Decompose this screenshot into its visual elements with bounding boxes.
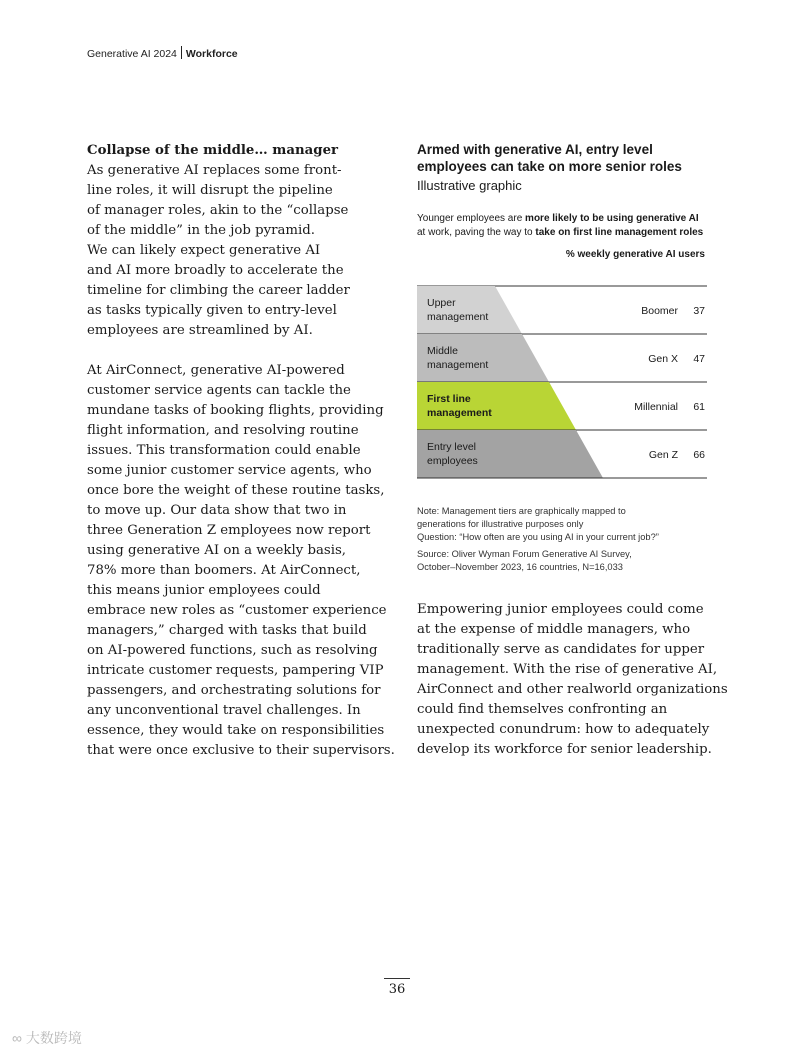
section-title: Workforce: [185, 48, 238, 60]
text-line: of manager roles, akin to the “collapse: [87, 203, 349, 218]
pyramid-tier: [417, 286, 522, 334]
text-line: timeline for climbing the career ladder: [87, 283, 350, 298]
chart-subtitle: Illustrative graphic: [417, 178, 522, 193]
pyramid-tier: [417, 430, 603, 478]
chart-lead-text: [417, 212, 709, 239]
text-line: We can likely expect generative AI: [87, 243, 321, 258]
chart-header: [417, 141, 709, 260]
value-label: 47: [693, 353, 705, 365]
text-line: of the middle” in the job pyramid.: [87, 223, 316, 238]
chart-metric-label: % weekly generative AI users: [565, 249, 705, 260]
note-line: Note: Management tiers are graphically mapped to: [417, 506, 626, 516]
report-title: Generative AI 2024: [87, 48, 177, 60]
header-divider: [181, 46, 182, 59]
question-line: Question: “How often are you using AI in your current job?”: [417, 532, 659, 542]
lead-emphasis: take on first line management roles: [535, 226, 704, 238]
pyramid-tier: [417, 382, 576, 430]
text-line: any unconventional travel challenges. In: [87, 703, 361, 718]
text-line: At AirConnect, generative AI-powered: [87, 363, 345, 378]
text-line: mundane tasks of booking flights, providing: [87, 403, 384, 418]
text-line: on AI-powered functions, such as resolving: [87, 643, 378, 658]
text-line: customer service agents can tackle the: [87, 383, 351, 398]
text-line: line roles, it will disrupt the pipeline: [87, 183, 333, 198]
text-line: develop its workforce for senior leadership.: [417, 742, 712, 757]
text-line: unexpected conundrum: how to adequately: [417, 722, 710, 737]
text-line: to move up. Our data show that two in: [87, 503, 347, 518]
text-line: AirConnect and other realworld organizations: [417, 682, 728, 697]
tier-label: First line: [427, 393, 471, 405]
text-line: management. With the rise of generative AI,: [417, 662, 718, 677]
text-line: Empowering junior employees could come: [417, 602, 704, 617]
right-paragraph: [417, 600, 728, 760]
tier-label: management: [427, 359, 489, 371]
note-line: generations for illustrative purposes only: [417, 519, 584, 529]
generation-label: Gen Z: [648, 449, 678, 461]
pyramid-chart: [417, 285, 709, 481]
left-paragraph-1: [87, 161, 379, 341]
chart-title: Armed with generative AI, entry level employees can take on more senior roles: [417, 142, 682, 174]
text-line: issues. This transformation could enable: [87, 443, 361, 458]
generation-label: Boomer: [641, 305, 678, 317]
pyramid-tier: [417, 334, 549, 382]
left-paragraph-2: [87, 361, 395, 761]
tier-label: employees: [427, 455, 478, 467]
text-line: passengers, and orchestrating solutions for: [87, 683, 381, 698]
chart-notes: [417, 505, 717, 574]
value-label: 37: [693, 305, 705, 317]
lead-text: at work, paving the way to: [417, 226, 536, 238]
section-heading: Collapse of the middle… manager: [87, 143, 339, 158]
text-line: using generative AI on a weekly basis,: [87, 543, 347, 558]
value-label: 61: [693, 401, 705, 413]
text-line: managers,” charged with tasks that build: [87, 623, 367, 638]
text-line: and AI more broadly to accelerate the: [87, 263, 344, 278]
text-line: traditionally serve as candidates for upper: [417, 642, 705, 657]
tier-label: Upper: [427, 297, 456, 309]
generation-label: Gen X: [648, 353, 678, 365]
text-line: as tasks typically given to entry-level: [87, 303, 337, 318]
text-line: As generative AI replaces some front-: [87, 163, 342, 178]
text-line: intricate customer requests, pampering VIP: [87, 663, 384, 678]
text-line: three Generation Z employees now report: [87, 523, 371, 538]
text-line: embrace new roles as “customer experience: [87, 603, 387, 618]
lead-text: Younger employees are: [417, 213, 526, 224]
left-column: [87, 141, 395, 761]
source-line: Source: Oliver Wyman Forum Generative AI Survey,: [417, 549, 632, 559]
tier-label: Entry level: [427, 441, 477, 453]
text-line: could find themselves confronting an: [417, 702, 668, 717]
tier-label: management: [427, 407, 492, 419]
tier-label: management: [427, 311, 489, 323]
text-line: once bore the weight of these routine tasks,: [87, 483, 385, 498]
page-number: 36: [384, 978, 410, 997]
text-line: employees are streamlined by AI.: [87, 323, 313, 338]
lead-emphasis: more likely to be using generative AI: [525, 213, 699, 224]
text-line: essence, they would take on responsibilities: [87, 723, 385, 738]
value-label: 66: [693, 449, 705, 461]
text-line: that were once exclusive to their supervisors.: [87, 743, 395, 758]
text-line: this means junior employees could: [87, 583, 321, 598]
running-header: [87, 46, 238, 60]
watermark-logo: ∞ 大数跨境: [12, 1030, 82, 1046]
text-line: some junior customer service agents, who: [87, 463, 372, 478]
generation-label: Millennial: [634, 401, 678, 413]
text-line: at the expense of middle managers, who: [417, 622, 691, 637]
text-line: flight information, and resolving routine: [87, 423, 359, 438]
source-line: October–November 2023, 16 countries, N=16,033: [417, 562, 623, 572]
text-line: 78% more than boomers. At AirConnect,: [87, 563, 361, 578]
tier-label: Middle: [427, 345, 458, 357]
